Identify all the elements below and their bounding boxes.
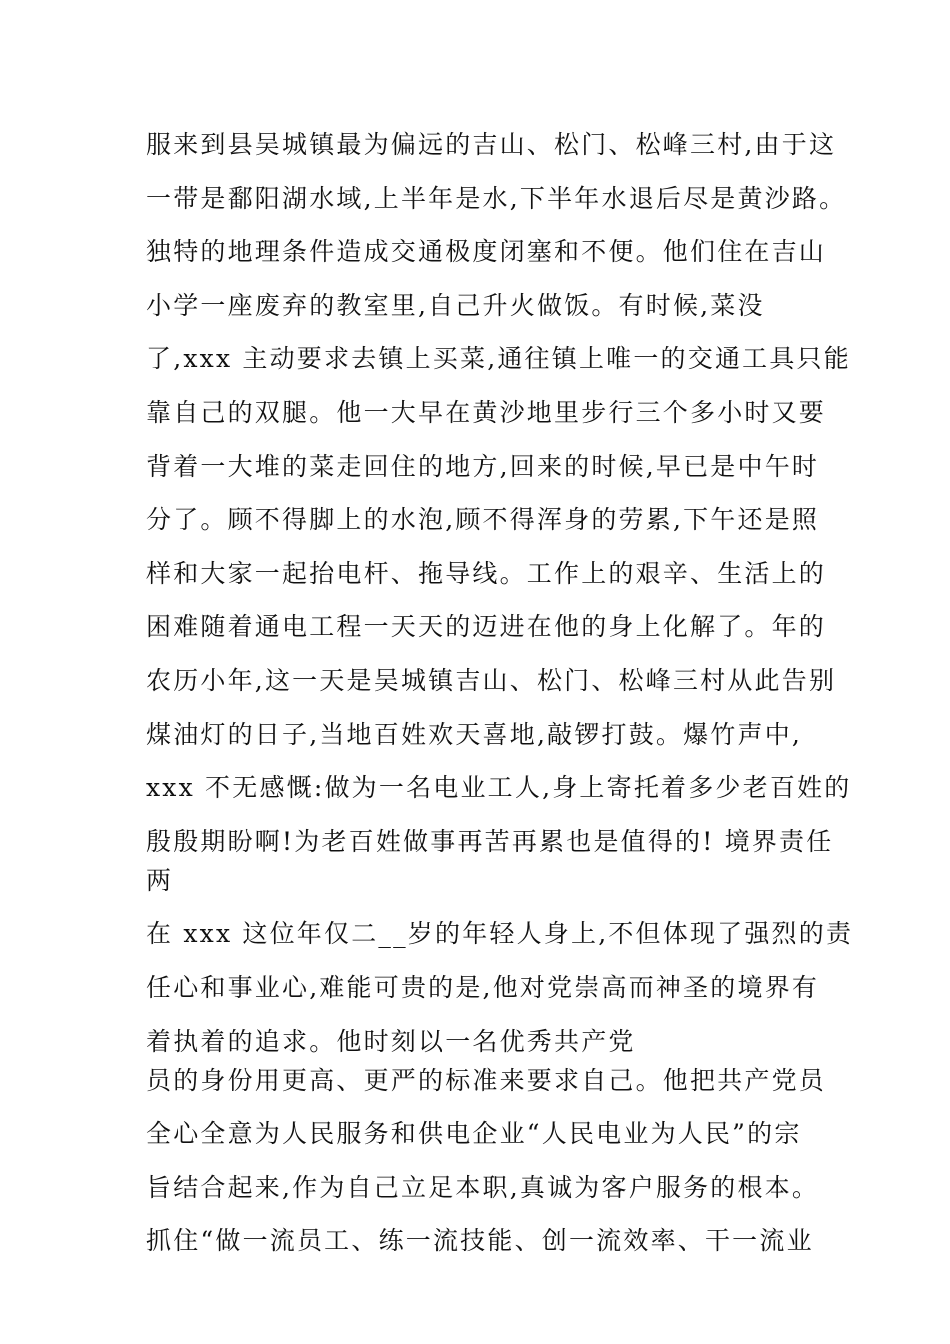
text-line: 在 xxx 这位年仅二__岁的年轻人身上,不但体现了强烈的责 xyxy=(146,919,854,949)
text-line: 全心全意为人民服务和供电企业“人民电业为人民”的宗 xyxy=(146,1119,802,1149)
text-line: 任心和事业心,难能可贵的是,他对党崇高而神圣的境界有 xyxy=(146,972,820,1002)
body-text xyxy=(146,130,854,1256)
text-line: 员的身份用更高、更严的标准来要求自己。他把共产党员 xyxy=(146,1065,827,1095)
text-line: xxx 不无感慨:做为一名电业工人,身上寄托着多少老百姓的 xyxy=(146,773,852,803)
text-line: 殷殷期盼啊!为老百姓做事再苦再累也是值得的! 境界责任 xyxy=(146,826,834,856)
text-line: 旨结合起来,作为自己立足本职,真诚为客户服务的根本。 xyxy=(146,1172,820,1202)
text-line: 煤油灯的日子,当地百姓欢天喜地,敲锣打鼓。爆竹声中, xyxy=(146,719,803,749)
text-line: 背着一大堆的菜走回住的地方,回来的时候,早已是中午时 xyxy=(146,451,820,481)
text-line: 农历小年,这一天是吴城镇吉山、松门、松峰三村从此告别 xyxy=(146,665,837,695)
text-line: 服来到县吴城镇最为偏远的吉山、松门、松峰三村,由于这 xyxy=(146,130,837,159)
text-line: 样和大家一起抬电杆、拖导线。工作上的艰辛、生活上的 xyxy=(146,558,827,588)
text-line: 独特的地理条件造成交通极度闭塞和不便。他们住在吉山 xyxy=(146,237,827,267)
text-line: 小学一座废弃的教室里,自己升火做饭。有时候,菜没 xyxy=(146,290,765,320)
text-line: 困难随着通电工程一天天的迈进在他的身上化解了。年的 xyxy=(146,612,827,642)
text-line: 着执着的追求。他时刻以一名优秀共产党 xyxy=(146,1026,636,1056)
text-line: 分了。顾不得脚上的水泡,顾不得浑身的劳累,下午还是照 xyxy=(146,505,820,535)
text-line: 了,xxx 主动要求去镇上买菜,通往镇上唯一的交通工具只能 xyxy=(146,344,851,374)
text-line: 靠自己的双腿。他一大早在黄沙地里步行三个多小时又要 xyxy=(146,397,827,427)
text-line: 两 xyxy=(146,865,174,895)
text-line: 一带是鄱阳湖水域,上半年是水,下半年水退后尽是黄沙路。 xyxy=(146,183,847,213)
text-line: 抓住“做一流员工、练一流技能、创一流效率、干一流业 xyxy=(146,1226,814,1256)
